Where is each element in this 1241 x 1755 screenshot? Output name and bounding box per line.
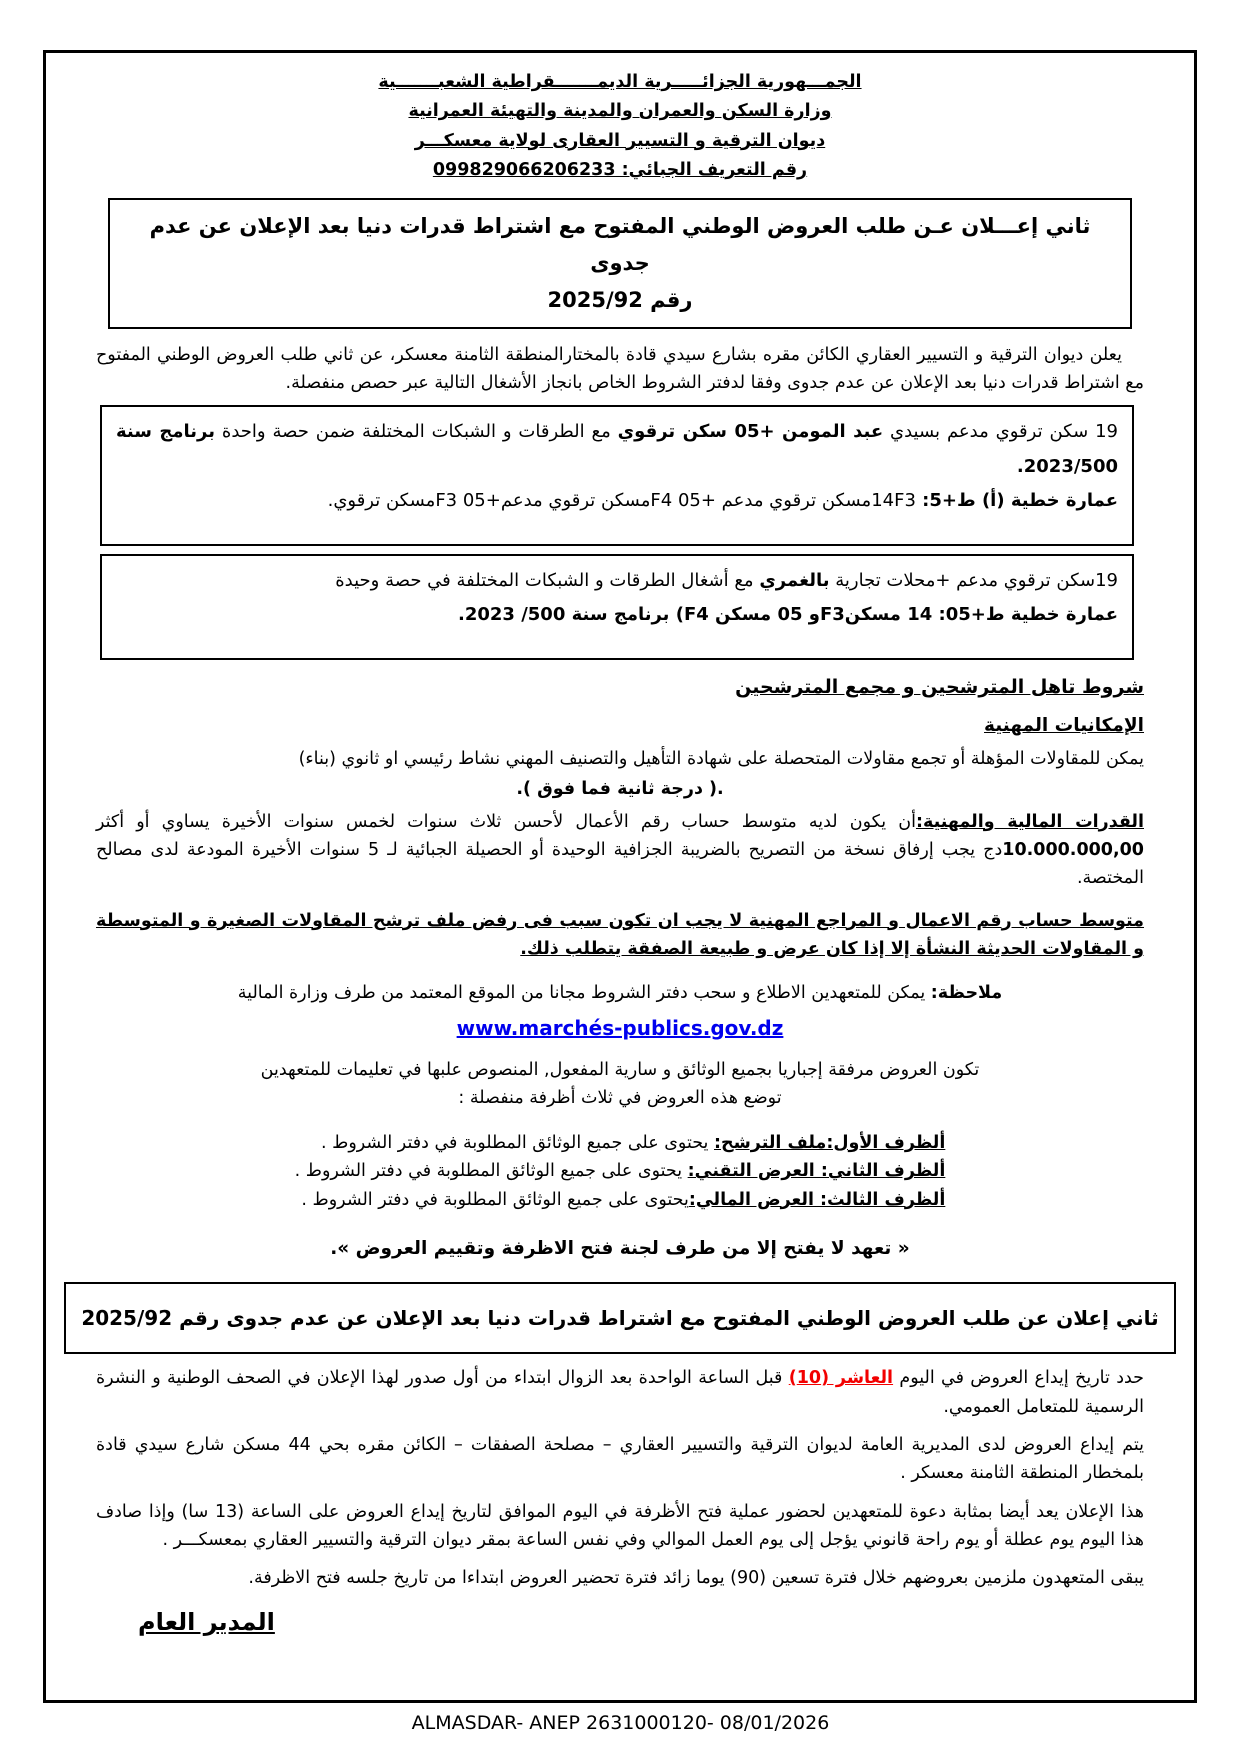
tender-title-box bbox=[108, 198, 1132, 328]
financial-amount: 10.000.000,00 bbox=[1002, 840, 1144, 861]
office-header: ديوان الترقية و التسيير العقارى لولاية معسكـــر bbox=[414, 130, 826, 151]
envelope-3-text: يحتوى على جميع الوثائق المطلوبة في دفتر الشروط . bbox=[301, 1189, 689, 1210]
offers-envelopes-line: توضع هذه العروض في ثلاث أظرفة منفصلة : bbox=[458, 1088, 782, 1109]
envelope-3-line bbox=[295, 1186, 946, 1214]
financial-text-a: أن يكون لديه متوسط حساب رقم الأعمال لأحسن ثلاث سنوات لخمس سنوات الأخيرة يساوي أو أكثر bbox=[96, 811, 916, 832]
download-note bbox=[96, 979, 1144, 1007]
signature-block bbox=[96, 1603, 1144, 1642]
lot-1-building-rest: 14F3مسكن ترقوي مدعم +05 F4مسكن ترقوي مدعم+05 F3مسكن ترقوي. bbox=[327, 489, 916, 511]
lot-2-building-detail: عمارة خطية ط+05: 14 مسكنF3و 05 مسكن F4) برنامج سنة 500/ 2023. bbox=[457, 604, 1118, 626]
qualification-heading: شروط تاهل المترشحين و مجمع المترشحين bbox=[735, 676, 1144, 699]
tender-number: رقم 2025/92 bbox=[547, 287, 693, 312]
tax-id-line: رقم التعريف الجبائي: 099829066206233 bbox=[432, 160, 808, 181]
tender-intro-paragraph: يعلن ديوان الترقية و التسيير العقاري الكائن مقره بشارع سيدي قادة بالمختارالمنطقة الثامنة معسكر، عن ثاني طلب العروض الوطني المفتوح مع اشتراط قدرات دنيا بعد الإعلان عن عدم جدوى وفقا لدفتر الشروط الخاص بانجاز الأشغال التالية عبر حصص منفصلة. bbox=[96, 344, 1144, 393]
procurement-website-link[interactable]: www.marchés-publics.gov.dz bbox=[456, 1015, 784, 1040]
deadline-text-a: حدد تاريخ إيداع العروض في اليوم bbox=[893, 1368, 1144, 1389]
envelope-1-label: ألظرف الأول:ملف الترشح: bbox=[713, 1132, 946, 1153]
republic-header: الجمـــهورية الجزائـــــرية الديمـــــــقراطية الشعبـــــــية bbox=[378, 72, 862, 92]
envelope-2-line bbox=[295, 1157, 946, 1185]
envelope-3-label: ألظرف الثالث: العرض المالي: bbox=[688, 1189, 946, 1210]
anep-footer-line: ALMASDAR- ANEP 2631000120- 08/01/2026 bbox=[411, 1712, 830, 1734]
lot-1-description bbox=[116, 415, 1118, 483]
letterhead bbox=[96, 68, 1144, 184]
lot-1-building-detail bbox=[116, 484, 1118, 518]
lot-2-text-b: مع أشغال الطرقات و الشبكات المختلفة في حصة وحيدة bbox=[335, 569, 760, 591]
deposit-details bbox=[96, 1364, 1144, 1592]
opening-session-paragraph: هذا الإعلان يعد أيضا بمثابة دعوة للمتعهدين لحضور عملية فتح الأظرفة في اليوم الموافق لتاريخ إيداع العروض على الساعة (13 سا) وإذا صادف هذا اليوم يوم عطلة أو يوم راحة قانوني يؤجل إلى يوم العمل الموالي وفي نفس الساعة بمقر ديوان الترقية والتسيير العقاري بمعسكـــر . bbox=[96, 1501, 1145, 1550]
lot-2-description bbox=[116, 564, 1118, 598]
note-text: يمكن للمتعهدين الاطلاع و سحب دفتر الشروط مجانا من الموقع المعتمد من طرف وزارة المالية bbox=[237, 983, 931, 1004]
lot-1-program-year: برنامج سنة 2023/500. bbox=[116, 421, 1118, 477]
ministry-header: وزارة السكن والعمران والمدينة والتهيئة العمرانية bbox=[408, 101, 832, 122]
offers-requirements-line: تكون العروض مرفقة إجباريا بجميع الوثائق و سارية المفعول, المنصوص علبها في تعليمات للمتعهدين bbox=[260, 1060, 980, 1081]
lot-2-box bbox=[100, 554, 1134, 660]
deposit-location-paragraph: يتم إيداع العروض لدى المديرية العامة لديوان الترقية والتسيير العقاري – مصلحة الصفقات – الكائن مقره بحي 44 مسكن شارع سيدي قادة بلمخطار المنطقة الثامنة معسكر . bbox=[96, 1434, 1144, 1484]
tender-title-box-repeat: ثاني إعلان عن طلب العروض الوطني المفتوح مع اشتراط قدرات دنيا بعد الإعلان عن عدم جدوى رقم 2025/92 bbox=[64, 1282, 1176, 1354]
envelope-2-text: يحتوى على جميع الوثائق المطلوبة في دفتر الشروط . bbox=[294, 1161, 688, 1182]
financial-capabilities-heading: القدرات المالية والمهنية: bbox=[915, 811, 1144, 832]
envelopes-list bbox=[295, 1129, 946, 1214]
lot-1-text-b: مع الطرقات و الشبكات المختلفة ضمن حصة واحدة bbox=[215, 421, 618, 443]
eligibility-paragraph: يمكن للمقاولات المؤهلة أو تجمع مقاولات المتحصلة على شهادة التأهيل والتصنيف المهني نشاط رئيسي او ثانوي (بناء) bbox=[298, 748, 1144, 769]
tender-title-line1: ثاني إعـــلان عـن طلب العروض الوطني المفتوح مع اشتراط قدرات دنيا بعد الإعلان عن عدم جدوى bbox=[149, 214, 1091, 276]
deadline-text-b: قبل الساعة الواحدة بعد الزوال ابتداء من أول صدور لهذا الإعلان في الصحف الوطنية و النشرة الرسمية للمتعامل العمومي. bbox=[96, 1368, 1144, 1417]
note-label: ملاحظة: bbox=[930, 983, 1003, 1004]
lot-1-box bbox=[100, 405, 1134, 546]
eligibility-grade-note: .( درجة ثانية فما فوق ). bbox=[516, 779, 724, 800]
lot-2-text-a: 19سكن ترقوي مدعم +محلات تجارية bbox=[829, 569, 1118, 591]
envelope-1-line bbox=[295, 1129, 946, 1157]
lot-2-location: بالغمري bbox=[759, 569, 830, 591]
sme-protection-note: متوسط حساب رقم الاعمال و المراجع المهنية لا يجب ان تكون سبب فى رفض ملف ترشح المقاولات الصغيرة و المتوسطة و المقاولات الحديثة النشأة إلا إذا كان عرض و طبيعة الصفقة يتطلب ذلك. bbox=[96, 910, 1144, 960]
general-director-signature: المدير العام bbox=[138, 1607, 275, 1636]
envelope-2-label: ألظرف الثاني: العرض التقني: bbox=[687, 1161, 946, 1182]
financial-capabilities-paragraph bbox=[96, 808, 1144, 893]
lot-1-text-a: 19 سكن ترقوي مدعم بسيدي bbox=[883, 421, 1118, 443]
lot-1-building-lead: عمارة خطية (أ) ط+5: bbox=[915, 489, 1118, 511]
financial-text-b: دج يجب إرفاق نسخة من التصريح بالضريبة الجزافية الوحيدة أو الحصيلة الجبائية لـ 5 سنوات الأخيرة المودعة لدى مصالح المختصة. bbox=[96, 840, 1144, 889]
document-border-frame bbox=[43, 50, 1197, 1703]
lot-1-location: عبد المومن +05 سكن ترقوي bbox=[617, 421, 884, 443]
deadline-day-highlight: العاشر (10) bbox=[788, 1368, 894, 1389]
envelope-opening-quote: « تعهد لا يفتح إلا من طرف لجنة فتح الاظرفة وتقييم العروض ». bbox=[330, 1237, 910, 1259]
envelope-1-text: يحتوى على جميع الوثائق المطلوبة في دفتر الشروط . bbox=[321, 1132, 714, 1153]
offer-validity-paragraph: يبقى المتعهدون ملزمين بعروضهم خلال فترة تسعين (90) يوما زائد فترة تحضير العروض ابتداءا من تاريخ جلسه فتح الاظرفة. bbox=[248, 1568, 1144, 1589]
professional-capabilities-heading: الإمكانيات المهنية bbox=[984, 715, 1144, 737]
deposit-deadline-paragraph bbox=[96, 1364, 1144, 1421]
